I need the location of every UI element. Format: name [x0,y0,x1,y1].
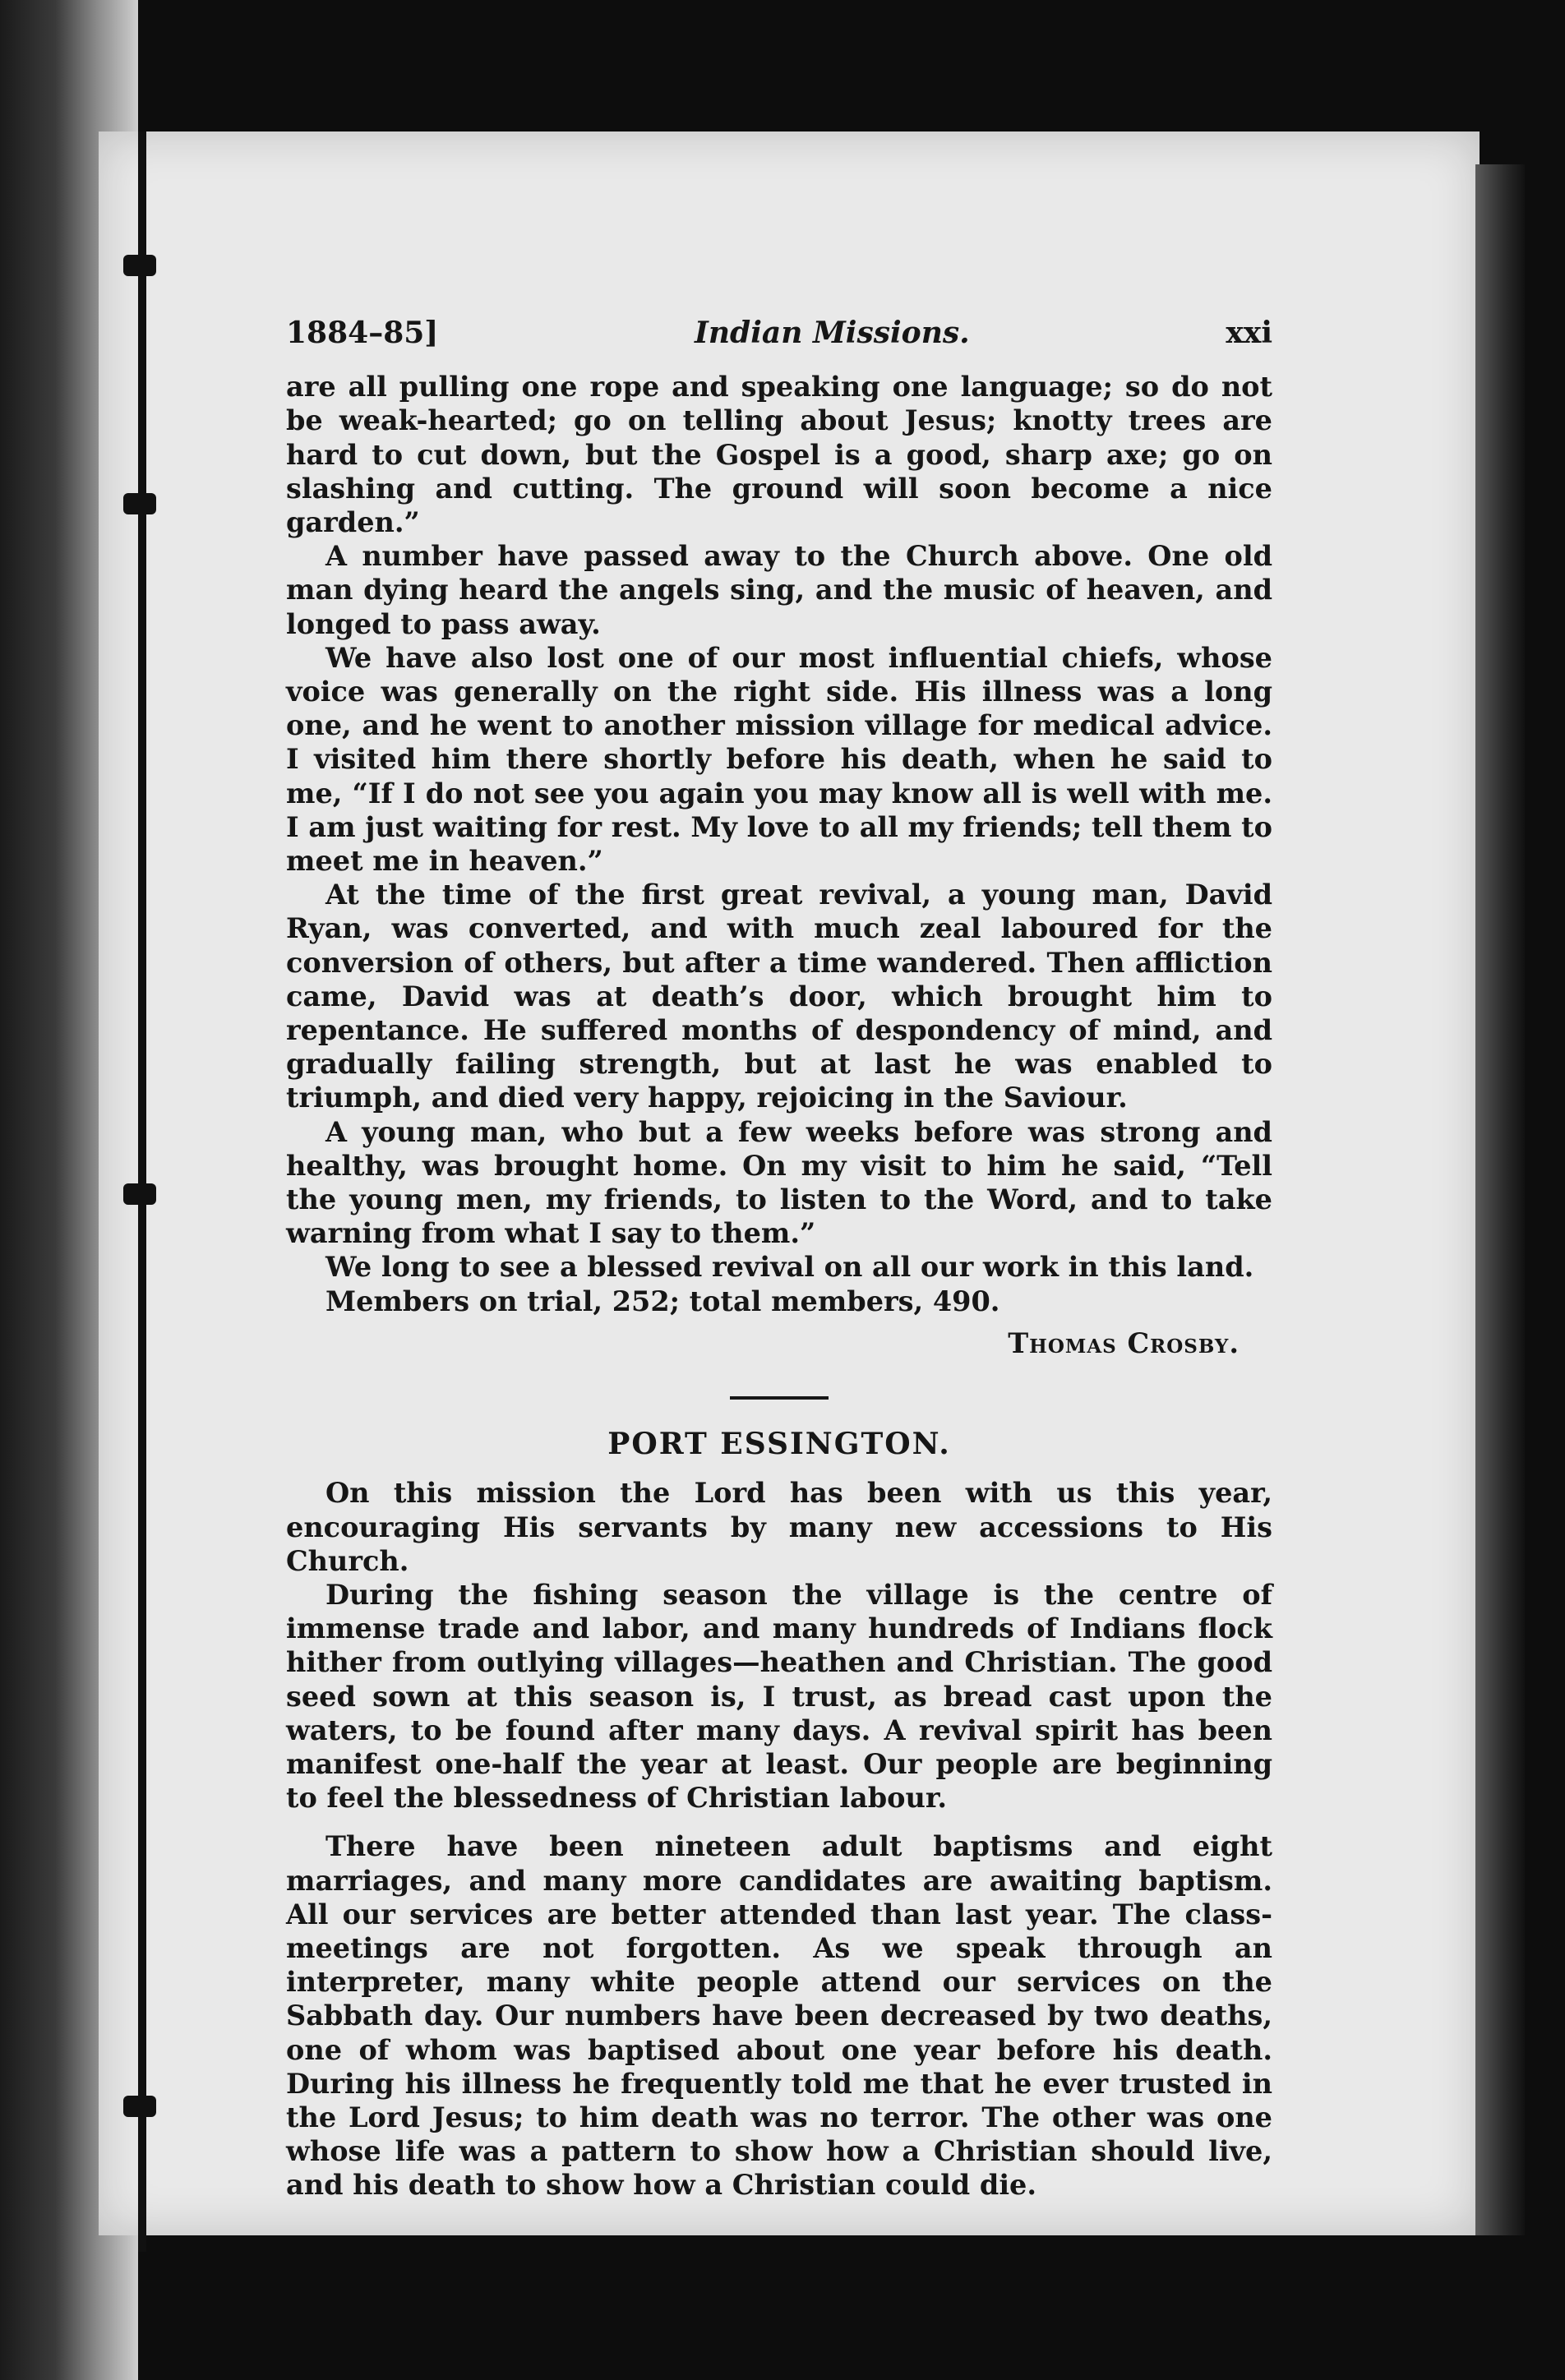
paragraph: There have been nineteen adult baptisms and eight marriages, and many more candidates are awaiting baptism. All our services are better attended than last year. The class-meetings are not forgotten. As we speak through an interpreter, many white people attend our services on the Sabbath day. Our numbers have been decreased by two deaths, one of whom was baptised about one year before his death. During his illness he frequently told me that he ever trusted in the Lord Jesus; to him death was no terror. The other was one whose life was a pattern to show how a Christian should live, and his death to show how a Christian could die. [286,1830,1272,2202]
paragraph: During the fishing season the village is the centre of immense trade and labor, and many hundreds of Indians flock hither from outlying villages—heathen and Christian. The good seed sown at this season is, I trust, as bread cast upon the waters, to be found after many days. A revival spirit has been manifest one-half the year at least. Our people are beginning to feel the blessedness of Christian labour. [286,1578,1272,1815]
binding-stitch [123,1183,156,1205]
paragraph: A number have passed away to the Church above. One old man dying heard the angels sing, and the music of heaven, and longed to pass away. [286,540,1272,640]
section-title: PORT ESSINGTON. [607,1427,951,1462]
binding-stitch [123,255,156,276]
paragraph: Members on trial, 252; total members, 490. [325,1285,1000,1317]
paragraph-gap [286,1815,1272,1829]
binding-stitch [123,493,156,514]
paragraph: A young man, who but a few weeks before was strong and healthy, was brought home. On my visit to him he said, “Tell the young men, my friends, to listen to the Word, and to take warning from what I say to them.” [286,1115,1272,1250]
paragraph: At the time of the first great revival, a young man, David Ryan, was converted, and with much zeal laboured for the conversion of others, but after a time wandered. Then affliction came, David was at death’s door, which brought him to repentance. He suffered months of despondency of mind, and gradually failing strength, but at last he was enabled to triumph, and died very happy, rejoicing in the Saviour. [286,879,1272,1114]
section-divider [730,1396,829,1400]
page-edge [1475,164,1525,2235]
running-header [286,316,1272,350]
header-year: 1884–85] [286,316,439,350]
page-text [286,316,1272,2202]
header-title: Indian Missions. [695,316,970,350]
signature: Thomas Crosby. [1008,1326,1240,1359]
binding-stitch [123,2096,156,2117]
paragraph: We long to see a blessed revival on all our work in this land. [325,1251,1254,1284]
page-number: xxi [1226,316,1272,350]
paragraph: We have also lost one of our most influential chiefs, whose voice was generally on the right side. His illness was a long one, and he went to another mission village for medical advice. I visited him there shortly before his death, when he said to me, “If I do not see you again you may know all is well with me. I am just waiting for rest. My love to all my friends; tell them to meet me in heaven.” [286,641,1272,878]
paragraph: On this mission the Lord has been with us this year, encouraging His servants by many new accessions to His Church. [286,1477,1272,1577]
paragraph: are all pulling one rope and speaking one language; so do not be weak-hearted; go on telling about Jesus; knotty trees are hard to cut down, but the Gospel is a good, sharp axe; go on slashing and cutting. The ground will soon become a nice garden.” [286,371,1272,539]
